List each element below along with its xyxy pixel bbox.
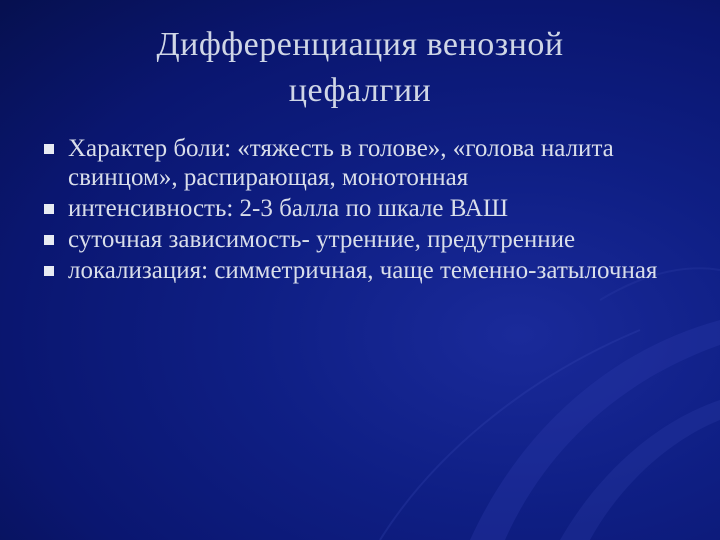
square-bullet-icon <box>44 266 54 276</box>
slide-title-line-1: Дифференциация венозной <box>156 26 564 63</box>
bullet-item-localization <box>44 256 684 285</box>
bullet-list <box>44 134 684 287</box>
square-bullet-icon <box>44 204 54 214</box>
square-bullet-icon <box>44 144 54 154</box>
bullet-item-intensity <box>44 194 684 223</box>
bullet-text: Характер боли: «тяжесть в голове», «голова налита свинцом», распирающая, монотонная <box>68 135 614 191</box>
slide-title <box>60 22 660 114</box>
bullet-text: суточная зависимость- утренние, предутренние <box>68 226 576 253</box>
bullet-text: локализация: симметричная, чаще теменно-затылочная <box>68 257 658 284</box>
square-bullet-icon <box>44 235 54 245</box>
bullet-item-pain-character <box>44 134 684 192</box>
bullet-text: интенсивность: 2-3 балла по шкале ВАШ <box>68 195 509 222</box>
slide-title-line-2: цефалгии <box>288 72 432 109</box>
bullet-item-daily-dependence <box>44 225 684 254</box>
